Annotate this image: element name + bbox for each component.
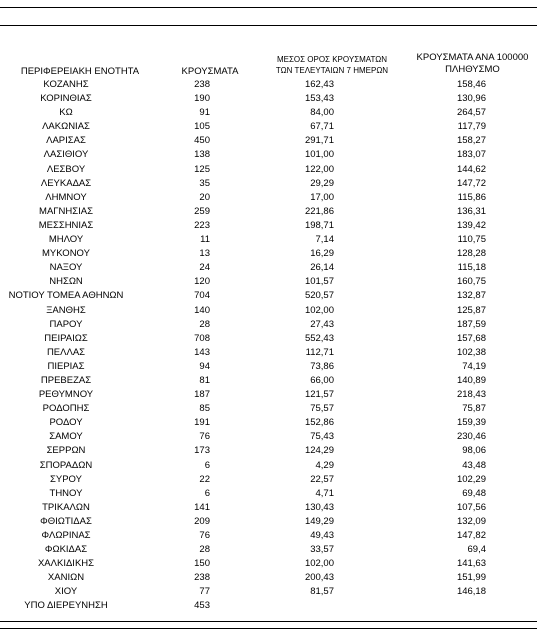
cases-cell: 13 xyxy=(199,248,210,260)
cases-cell: 138 xyxy=(194,149,210,161)
table-row xyxy=(0,346,537,360)
per-100k-cell: 136,31 xyxy=(456,205,486,217)
region-name-cell: ΡΟΔΟΥ xyxy=(49,417,83,429)
region-name-cell: ΜΥΚΟΝΟΥ xyxy=(42,248,90,260)
region-name-cell: ΤΡΙΚΑΛΩΝ xyxy=(42,501,90,513)
region-name-cell: ΣΥΡΟΥ xyxy=(50,473,82,485)
table-row xyxy=(0,233,537,247)
per-100k-cell: 74,19 xyxy=(462,360,486,372)
avg-7day-cell: 102,00 xyxy=(304,304,334,316)
per-100k-cell: 183,07 xyxy=(456,149,486,161)
table-row xyxy=(0,219,537,233)
avg-7day-cell: 130,43 xyxy=(304,501,334,513)
table-row xyxy=(0,388,537,402)
avg-7day-cell: 33,57 xyxy=(310,544,334,556)
avg-7day-cell: 29,29 xyxy=(310,177,334,189)
per-100k-cell: 158,46 xyxy=(456,79,486,90)
avg-7day-cell: 84,00 xyxy=(310,107,334,119)
table-row xyxy=(0,289,537,303)
region-name-cell: ΛΑΣΙΘΙΟΥ xyxy=(43,149,89,161)
region-name-cell: ΣΕΡΡΩΝ xyxy=(46,445,86,457)
region-name-cell: ΧΑΝΙΩΝ xyxy=(47,572,85,584)
avg-7day-cell: 66,00 xyxy=(310,374,334,386)
table-row xyxy=(0,332,537,346)
cases-cell: 141 xyxy=(194,501,210,513)
per-100k-cell: 140,89 xyxy=(456,374,486,386)
header-7day-average-line1: ΜΕΣΟΣ ΟΡΟΣ ΚΡΟΥΣΜΑΤΩΝ xyxy=(276,55,388,64)
avg-7day-cell: 75,57 xyxy=(310,403,334,415)
cases-cell: 120 xyxy=(194,276,210,288)
per-100k-cell: 128,28 xyxy=(456,248,486,260)
table-row xyxy=(0,177,537,191)
cases-cell: 94 xyxy=(199,360,210,372)
per-100k-cell: 69,48 xyxy=(462,487,486,499)
cases-cell: 91 xyxy=(199,107,210,119)
cases-cell: 28 xyxy=(199,318,210,330)
per-100k-cell: 102,38 xyxy=(456,346,486,358)
cases-cell: 76 xyxy=(199,431,210,443)
avg-7day-cell: 149,29 xyxy=(304,515,334,527)
cases-cell: 35 xyxy=(199,177,210,189)
cases-cell: 209 xyxy=(194,515,210,527)
cases-cell: 187 xyxy=(194,389,210,401)
region-name-cell: ΠΡΕΒΕΖΑΣ xyxy=(40,374,92,386)
table-row xyxy=(0,515,537,529)
cases-cell: 238 xyxy=(194,572,210,584)
avg-7day-cell: 81,57 xyxy=(310,586,334,598)
avg-7day-cell: 67,71 xyxy=(310,121,334,133)
table-row xyxy=(0,529,537,543)
avg-7day-cell: 153,43 xyxy=(304,93,334,105)
avg-7day-cell: 552,43 xyxy=(304,332,334,344)
per-100k-cell: 107,56 xyxy=(456,501,486,513)
table-row xyxy=(0,78,537,92)
region-name-cell: ΝΗΣΩΝ xyxy=(49,276,83,288)
per-100k-cell: 115,86 xyxy=(457,191,486,203)
per-100k-cell: 125,87 xyxy=(456,304,486,316)
avg-7day-cell: 101,57 xyxy=(304,276,334,288)
region-name-cell: ΥΠΟ ΔΙΕΡΕΥΝΗΣΗ xyxy=(24,600,108,612)
region-name-cell: ΚΩ xyxy=(59,107,73,119)
region-name-cell: ΧΑΛΚΙΔΙΚΗΣ xyxy=(37,558,95,570)
table-row xyxy=(0,430,537,444)
region-name-cell: ΚΟΖΑΝΗΣ xyxy=(43,79,89,90)
avg-7day-cell: 122,00 xyxy=(304,163,334,175)
cases-cell: 223 xyxy=(194,219,210,231)
avg-7day-cell: 152,86 xyxy=(304,417,334,429)
region-name-cell: ΡΕΘΥΜΝΟΥ xyxy=(38,389,94,401)
header-cases-per-100k-line2: ΠΛΗΘΥΣΜΟ xyxy=(445,64,500,75)
table-row xyxy=(0,163,537,177)
avg-7day-cell: 22,57 xyxy=(310,473,334,485)
table-row xyxy=(0,571,537,585)
region-name-cell: ΦΩΚΙΔΑΣ xyxy=(44,544,88,556)
cases-cell: 140 xyxy=(194,304,210,316)
cases-cell: 150 xyxy=(194,558,210,570)
per-100k-cell: 146,18 xyxy=(456,586,486,598)
per-100k-cell: 139,42 xyxy=(456,219,486,231)
avg-7day-cell: 4,29 xyxy=(315,459,334,471)
per-100k-cell: 102,29 xyxy=(456,473,486,485)
avg-7day-cell: 162,43 xyxy=(304,79,334,90)
per-100k-cell: 144,62 xyxy=(456,163,486,175)
cases-cell: 143 xyxy=(194,346,210,358)
bottom-rule xyxy=(0,621,537,622)
region-name-cell: ΝΑΞΟΥ xyxy=(49,262,83,274)
region-name-cell: ΣΑΜΟΥ xyxy=(49,431,83,443)
avg-7day-cell: 200,43 xyxy=(304,572,334,584)
table-row xyxy=(0,275,537,289)
per-100k-cell: 115,18 xyxy=(457,262,486,274)
cases-cell: 20 xyxy=(199,191,210,203)
table-row xyxy=(0,473,537,487)
table-row xyxy=(0,416,537,430)
table-row xyxy=(0,543,537,557)
region-name-cell: ΝΟΤΙΟΥ ΤΟΜΕΑ ΑΘΗΝΩΝ xyxy=(8,290,124,302)
avg-7day-cell: 124,29 xyxy=(304,445,334,457)
avg-7day-cell: 291,71 xyxy=(304,135,334,147)
avg-7day-cell: 102,00 xyxy=(304,558,334,570)
cases-cell: 76 xyxy=(199,530,210,541)
top-rule-secondary xyxy=(0,25,537,26)
table-row xyxy=(0,374,537,388)
per-100k-cell: 98,06 xyxy=(462,445,486,457)
table-row xyxy=(0,487,537,501)
cases-cell: 708 xyxy=(194,332,210,344)
table-row xyxy=(0,459,537,473)
avg-7day-cell: 27,43 xyxy=(310,318,334,330)
avg-7day-cell: 121,57 xyxy=(304,389,334,401)
avg-7day-cell: 26,14 xyxy=(310,262,334,274)
per-100k-cell: 159,39 xyxy=(456,417,486,429)
per-100k-cell: 187,59 xyxy=(456,318,486,330)
cases-cell: 28 xyxy=(199,544,210,556)
per-100k-cell: 117,79 xyxy=(457,121,486,133)
table-row xyxy=(0,205,537,219)
per-100k-cell: 132,09 xyxy=(456,515,486,527)
per-100k-cell: 75,87 xyxy=(462,403,486,415)
avg-7day-cell: 7,14 xyxy=(315,234,334,246)
per-100k-cell: 151,99 xyxy=(456,572,486,584)
region-name-cell: ΠΕΙΡΑΙΩΣ xyxy=(44,332,88,344)
region-name-cell: ΛΑΚΩΝΙΑΣ xyxy=(42,121,90,133)
region-name-cell: ΤΗΝΟΥ xyxy=(49,487,83,499)
cases-cell: 453 xyxy=(194,600,210,612)
cases-cell: 190 xyxy=(194,93,210,105)
region-name-cell: ΠΕΛΛΑΣ xyxy=(46,346,86,358)
table-row xyxy=(0,106,537,120)
region-name-cell: ΜΑΓΝΗΣΙΑΣ xyxy=(39,205,93,217)
per-100k-cell: 130,96 xyxy=(456,93,486,105)
per-100k-cell: 43,48 xyxy=(462,459,486,471)
cases-cell: 704 xyxy=(194,290,210,302)
per-100k-cell: 264,57 xyxy=(456,107,486,119)
region-name-cell: ΜΕΣΣΗΝΙΑΣ xyxy=(38,219,94,231)
table-row xyxy=(0,120,537,134)
bottom-rule-secondary xyxy=(0,628,537,629)
cases-cell: 77 xyxy=(199,586,210,598)
region-name-cell: ΞΑΝΘΗΣ xyxy=(46,304,86,316)
region-name-cell: ΠΙΕΡΙΑΣ xyxy=(47,360,85,372)
header-7day-average-line2: ΤΩΝ ΤΕΛΕΥΤΑΙΩΝ 7 ΗΜΕΡΩΝ xyxy=(275,66,389,75)
cases-cell: 81 xyxy=(199,374,210,386)
cases-cell: 191 xyxy=(194,417,210,429)
avg-7day-cell: 16,29 xyxy=(310,248,334,260)
cases-cell: 85 xyxy=(199,403,210,415)
per-100k-cell: 157,68 xyxy=(456,332,486,344)
region-name-cell: ΛΗΜΝΟΥ xyxy=(45,191,87,203)
table-row xyxy=(0,191,537,205)
avg-7day-cell: 17,00 xyxy=(310,191,334,203)
avg-7day-cell: 221,86 xyxy=(304,205,334,217)
table-row xyxy=(0,501,537,515)
per-100k-cell: 141,63 xyxy=(456,558,486,570)
avg-7day-cell: 75,43 xyxy=(310,431,334,443)
header-cases-per-100k xyxy=(400,52,541,76)
cases-cell: 125 xyxy=(194,163,210,175)
header-region: ΠΕΡΙΦΕΡΕΙΑΚΗ ΕΝΟΤΗΤΑ xyxy=(20,66,140,77)
header-cases-per-100k-line1: ΚΡΟΥΣΜΑΤΑ ΑΝΑ 100000 xyxy=(416,52,529,63)
avg-7day-cell: 520,57 xyxy=(304,290,334,302)
region-name-cell: ΜΗΛΟΥ xyxy=(48,234,84,246)
header-cases: ΚΡΟΥΣΜΑΤΑ xyxy=(181,66,239,77)
region-name-cell: ΠΑΡΟΥ xyxy=(49,318,83,330)
region-name-cell: ΛΕΥΚΑΔΑΣ xyxy=(40,177,92,189)
per-100k-cell: 147,72 xyxy=(456,177,486,189)
region-name-cell: ΦΛΩΡΙΝΑΣ xyxy=(41,530,91,541)
cases-cell: 105 xyxy=(194,121,210,133)
avg-7day-cell: 101,00 xyxy=(304,149,334,161)
cases-cell: 173 xyxy=(194,445,210,457)
per-100k-cell: 147,82 xyxy=(456,530,486,541)
header-7day-average xyxy=(258,54,406,76)
table-row xyxy=(0,304,537,318)
cases-cell: 259 xyxy=(194,205,210,217)
avg-7day-cell: 198,71 xyxy=(304,219,334,231)
cases-cell: 450 xyxy=(194,135,210,147)
region-name-cell: ΚΟΡΙΝΘΙΑΣ xyxy=(40,93,92,105)
region-name-cell: ΣΠΟΡΑΔΩΝ xyxy=(39,459,93,471)
cases-cell: 6 xyxy=(204,459,210,471)
top-rule xyxy=(0,7,537,8)
per-100k-cell: 132,87 xyxy=(456,290,486,302)
region-name-cell: ΦΘΙΩΤΙΔΑΣ xyxy=(40,515,92,527)
table-row xyxy=(0,247,537,261)
table-row xyxy=(0,585,537,599)
table-row xyxy=(0,92,537,106)
table-row xyxy=(0,134,537,148)
avg-7day-cell: 49,43 xyxy=(310,530,334,541)
table-row xyxy=(0,557,537,571)
per-100k-cell: 110,75 xyxy=(457,234,486,246)
per-100k-cell: 160,75 xyxy=(456,276,486,288)
per-100k-cell: 69,4 xyxy=(467,544,486,556)
cases-cell: 6 xyxy=(204,487,210,499)
table-row xyxy=(0,148,537,162)
cases-cell: 22 xyxy=(199,473,210,485)
avg-7day-cell: 4,71 xyxy=(315,487,334,499)
region-name-cell: ΧΙΟΥ xyxy=(54,586,78,598)
cases-cell: 238 xyxy=(194,79,210,90)
table-row xyxy=(0,318,537,332)
region-name-cell: ΡΟΔΟΠΗΣ xyxy=(42,403,90,415)
region-name-cell: ΛΕΣΒΟΥ xyxy=(46,163,86,175)
table-body xyxy=(0,78,537,614)
table-row xyxy=(0,360,537,374)
table-row xyxy=(0,261,537,275)
per-100k-cell: 218,43 xyxy=(456,389,486,401)
cases-cell: 11 xyxy=(200,234,210,246)
avg-7day-cell: 73,86 xyxy=(310,360,334,372)
region-name-cell: ΛΑΡΙΣΑΣ xyxy=(46,135,86,147)
table-row xyxy=(0,444,537,458)
table-row xyxy=(0,402,537,416)
cases-cell: 24 xyxy=(199,262,210,274)
avg-7day-cell: 112,71 xyxy=(305,346,334,358)
per-100k-cell: 230,46 xyxy=(456,431,486,443)
table-row xyxy=(0,599,537,613)
per-100k-cell: 158,27 xyxy=(456,135,486,147)
